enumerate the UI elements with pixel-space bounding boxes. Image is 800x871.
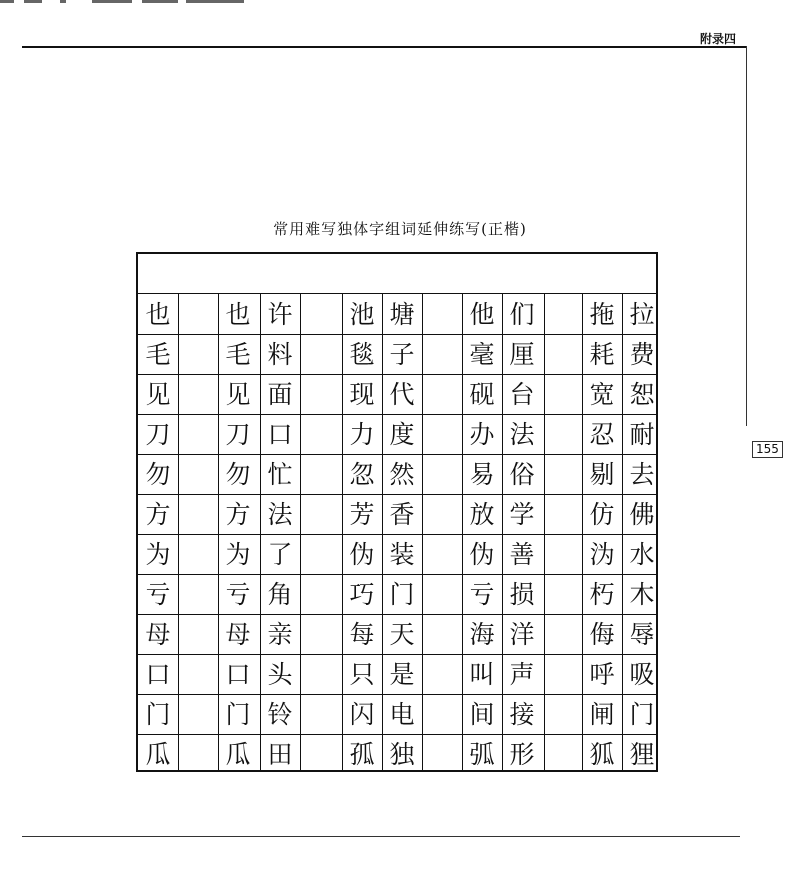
practice-character: 独 xyxy=(389,739,415,769)
practice-character: 母 xyxy=(145,619,171,649)
practice-character: 沩 xyxy=(589,539,615,569)
practice-character: 耐 xyxy=(629,419,655,449)
practice-character: 闪 xyxy=(349,699,375,729)
practice-character: 朽 xyxy=(589,579,615,609)
practice-character: 形 xyxy=(509,739,535,769)
practice-character: 巧 xyxy=(349,579,375,609)
practice-character: 毛 xyxy=(225,339,251,369)
practice-character: 学 xyxy=(509,499,535,529)
practice-character: 台 xyxy=(509,379,535,409)
section-label: 附录四 xyxy=(699,32,736,46)
practice-character: 装 xyxy=(389,539,415,569)
practice-character: 了 xyxy=(267,539,293,569)
practice-character: 料 xyxy=(267,339,293,369)
practice-character: 孤 xyxy=(349,739,375,769)
practice-character: 损 xyxy=(509,579,535,609)
practice-character: 伪 xyxy=(349,539,375,569)
practice-character: 头 xyxy=(267,659,293,689)
practice-character: 水 xyxy=(629,539,655,569)
practice-character: 俗 xyxy=(509,459,535,489)
blank-header-row xyxy=(138,254,656,294)
practice-character: 毛 xyxy=(145,339,171,369)
practice-character: 田 xyxy=(267,739,293,769)
grid-column-line xyxy=(544,294,545,770)
practice-character: 接 xyxy=(509,699,535,729)
practice-character: 狐 xyxy=(589,739,615,769)
practice-character: 见 xyxy=(145,379,171,409)
practice-character: 度 xyxy=(389,419,415,449)
practice-character: 现 xyxy=(349,379,375,409)
practice-character: 电 xyxy=(389,699,415,729)
practice-character: 易 xyxy=(469,459,495,489)
practice-character: 洋 xyxy=(509,619,535,649)
practice-character: 耗 xyxy=(589,339,615,369)
practice-character: 吸 xyxy=(629,659,655,689)
practice-character: 木 xyxy=(629,579,655,609)
practice-character: 也 xyxy=(145,299,171,329)
top-edge-scan-marks xyxy=(0,0,260,6)
practice-character: 为 xyxy=(145,539,171,569)
practice-character: 勿 xyxy=(225,459,251,489)
practice-character: 弧 xyxy=(469,739,495,769)
practice-character: 法 xyxy=(267,499,293,529)
practice-character: 善 xyxy=(509,539,535,569)
practice-character: 他 xyxy=(469,299,495,329)
practice-character: 为 xyxy=(225,539,251,569)
practice-character: 亏 xyxy=(145,579,171,609)
practice-character: 侮 xyxy=(589,619,615,649)
practice-character: 力 xyxy=(349,419,375,449)
practice-character: 只 xyxy=(349,659,375,689)
page-title: 常用难写独体字组词延伸练写(正楷) xyxy=(273,220,527,238)
practice-character: 仿 xyxy=(589,499,615,529)
practice-grid xyxy=(136,252,658,772)
practice-character: 亲 xyxy=(267,619,293,649)
practice-character: 厘 xyxy=(509,339,535,369)
practice-character: 剔 xyxy=(589,459,615,489)
practice-character: 毫 xyxy=(469,339,495,369)
practice-character: 拖 xyxy=(589,299,615,329)
practice-character: 砚 xyxy=(469,379,495,409)
practice-character: 子 xyxy=(389,339,415,369)
grid-column-line xyxy=(300,294,301,770)
page-number: 155 xyxy=(752,441,783,458)
practice-character: 辱 xyxy=(629,619,655,649)
practice-character: 呼 xyxy=(589,659,615,689)
practice-character: 刀 xyxy=(225,419,251,449)
practice-character: 方 xyxy=(225,499,251,529)
practice-character: 费 xyxy=(629,339,655,369)
practice-character: 海 xyxy=(469,619,495,649)
practice-character: 忙 xyxy=(267,459,293,489)
practice-character: 忽 xyxy=(349,459,375,489)
practice-character: 宽 xyxy=(589,379,615,409)
practice-character: 门 xyxy=(629,699,655,729)
practice-character: 亏 xyxy=(225,579,251,609)
practice-character: 间 xyxy=(469,699,495,729)
practice-character: 口 xyxy=(267,419,293,449)
practice-character: 塘 xyxy=(389,299,415,329)
practice-character: 法 xyxy=(509,419,535,449)
grid-column-line xyxy=(422,294,423,770)
practice-character: 们 xyxy=(509,299,535,329)
practice-character: 每 xyxy=(349,619,375,649)
header-rule xyxy=(22,46,746,48)
practice-character: 瓜 xyxy=(225,739,251,769)
practice-character: 忍 xyxy=(589,419,615,449)
practice-character: 角 xyxy=(267,579,293,609)
practice-character: 放 xyxy=(469,499,495,529)
practice-character: 口 xyxy=(145,659,171,689)
practice-character: 佛 xyxy=(629,499,655,529)
practice-character: 口 xyxy=(225,659,251,689)
practice-character: 办 xyxy=(469,419,495,449)
practice-character: 是 xyxy=(389,659,415,689)
practice-character: 门 xyxy=(225,699,251,729)
grid-column-line xyxy=(178,294,179,770)
practice-character: 叫 xyxy=(469,659,495,689)
practice-character: 面 xyxy=(267,379,293,409)
practice-character: 芳 xyxy=(349,499,375,529)
practice-character: 刀 xyxy=(145,419,171,449)
practice-character: 毯 xyxy=(349,339,375,369)
practice-character: 香 xyxy=(389,499,415,529)
practice-character: 方 xyxy=(145,499,171,529)
practice-character: 代 xyxy=(389,379,415,409)
bottom-rule xyxy=(22,836,740,837)
practice-character: 狸 xyxy=(629,739,655,769)
practice-character: 伪 xyxy=(469,539,495,569)
practice-character: 天 xyxy=(389,619,415,649)
practice-character: 去 xyxy=(629,459,655,489)
practice-character: 池 xyxy=(349,299,375,329)
practice-character: 闸 xyxy=(589,699,615,729)
practice-character: 拉 xyxy=(629,299,655,329)
practice-character: 勿 xyxy=(145,459,171,489)
practice-character: 瓜 xyxy=(145,739,171,769)
practice-character: 门 xyxy=(145,699,171,729)
practice-character: 铃 xyxy=(267,699,293,729)
practice-character: 见 xyxy=(225,379,251,409)
practice-character: 母 xyxy=(225,619,251,649)
practice-character: 也 xyxy=(225,299,251,329)
practice-character: 然 xyxy=(389,459,415,489)
practice-character: 声 xyxy=(509,659,535,689)
practice-character: 门 xyxy=(389,579,415,609)
page-edge-line xyxy=(746,46,747,426)
practice-character: 许 xyxy=(267,299,293,329)
practice-character: 亏 xyxy=(469,579,495,609)
practice-character: 恕 xyxy=(629,379,655,409)
